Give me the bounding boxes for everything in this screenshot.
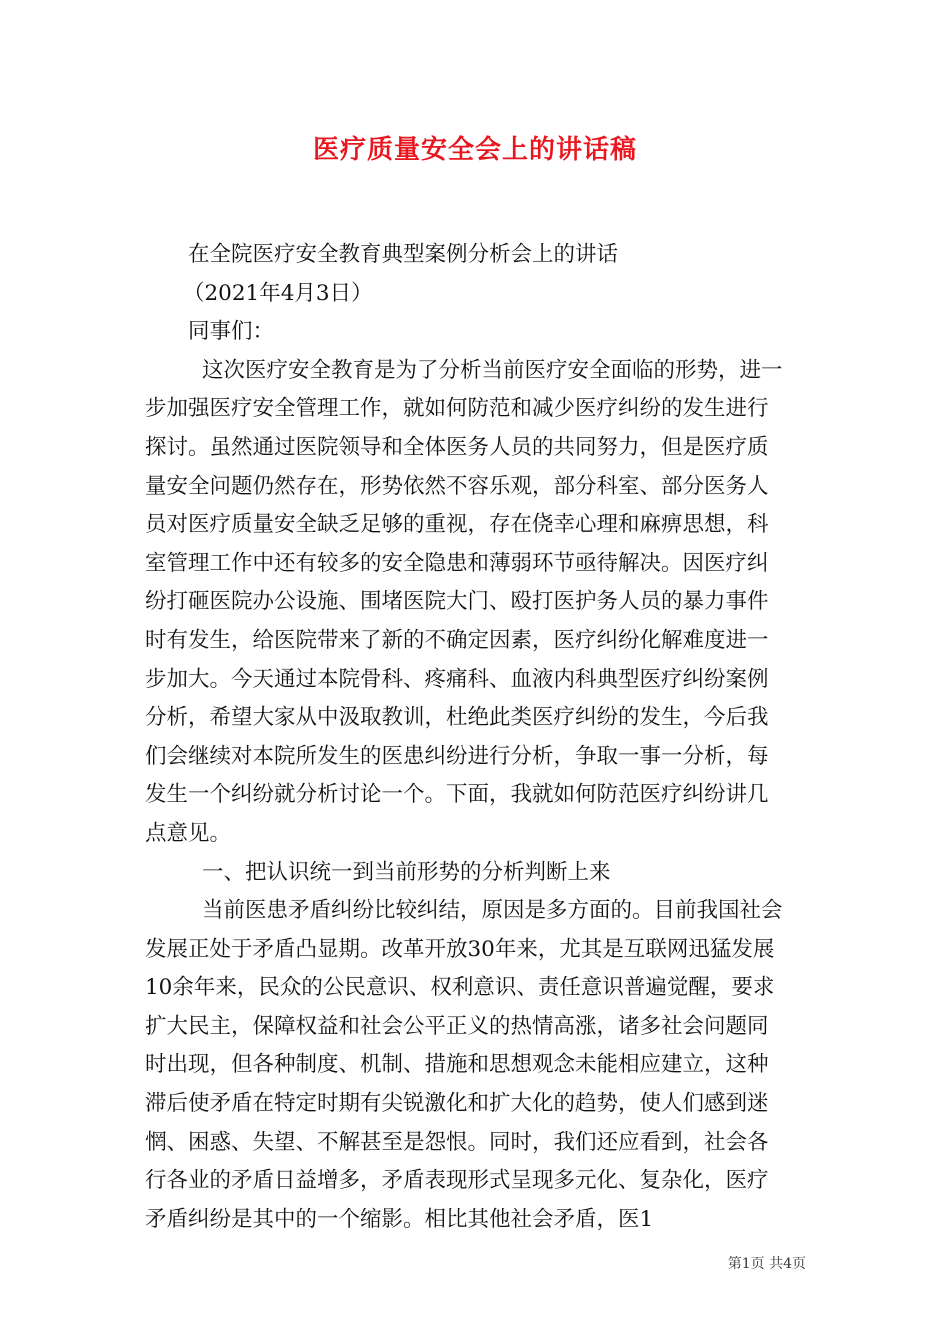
paragraph-line: 发展正处于矛盾凸显期。改革开放30年来，尤其是互联网迅猛发展 [145,936,775,962]
paragraph-line: 行各业的矛盾日益增多，矛盾表现形式呈现多元化、复杂化，医疗 [145,1168,769,1194]
paragraph-line: 当前医患矛盾纠纷比较纠结，原因是多方面的。目前我国社会 [202,898,783,924]
paragraph-line: 员对医疗质量安全缺乏足够的重视，存在侥幸心理和麻痹思想，科 [145,512,769,538]
paragraph-2 [145,892,813,1239]
paragraph-line: 探讨。虽然通过医院领导和全体医务人员的共同努力，但是医疗质 [145,434,769,460]
paragraph-line: 惘、困惑、失望、不解甚至是怨恨。同时，我们还应看到，社会各 [145,1129,769,1155]
paragraph-line: 矛盾纠纷是其中的一个缩影。相比其他社会矛盾，医1 [145,1206,654,1232]
paragraph-line: 发生一个纠纷就分析讨论一个。下面，我就如何防范医疗纠纷讲几 [145,782,769,808]
paragraph-line: 分析，希望大家从中汲取教训，杜绝此类医疗纠纷的发生，今后我 [145,705,769,731]
section-heading-1: 一、把认识统一到当前形势的分析判断上来 [202,859,611,885]
document-title: 医疗质量安全会上的讲话稿 [312,135,637,165]
paragraph-line: 步加大。今天通过本院骨科、疼痛科、血液内科典型医疗纠纷案例 [145,666,769,692]
page-number-footer: 第1页 共4页 [727,1256,806,1272]
paragraph-line: 滞后使矛盾在特定时期有尖锐激化和扩大化的趋势，使人们感到迷 [145,1091,769,1117]
document-body [145,236,813,1239]
paragraph-line: 这次医疗安全教育是为了分析当前医疗安全面临的形势，进一 [202,357,783,383]
paragraph-1 [145,352,813,854]
salutation: 同事们： [188,319,275,345]
paragraph-line: 10余年来，民众的公民意识、权利意识、责任意识普遍觉醒，要求 [145,975,775,1001]
paragraph-line: 时有发生，给医院带来了新的不确定因素，医疗纠纷化解难度进一 [145,627,769,653]
paragraph-line: 扩大民主，保障权益和社会公平正义的热情高涨，诸多社会问题同 [145,1013,769,1039]
paragraph-line: 们会继续对本院所发生的医患纠纷进行分析，争取一事一分析，每 [145,743,769,769]
speech-subtitle: 在全院医疗安全教育典型案例分析会上的讲话 [188,242,619,267]
speech-date: （2021年4月3日） [183,280,373,306]
paragraph-line: 点意见。 [145,820,232,846]
paragraph-line: 室管理工作中还有较多的安全隐患和薄弱环节亟待解决。因医疗纠 [145,550,769,576]
paragraph-line: 步加强医疗安全管理工作，就如何防范和减少医疗纠纷的发生进行 [145,396,769,422]
paragraph-line: 时出现，但各种制度、机制、措施和思想观念未能相应建立，这种 [145,1052,769,1078]
paragraph-line: 量安全问题仍然存在，形势依然不容乐观，部分科室、部分医务人 [145,473,769,499]
paragraph-line: 纷打砸医院办公设施、围堵医院大门、殴打医护务人员的暴力事件 [145,589,769,615]
